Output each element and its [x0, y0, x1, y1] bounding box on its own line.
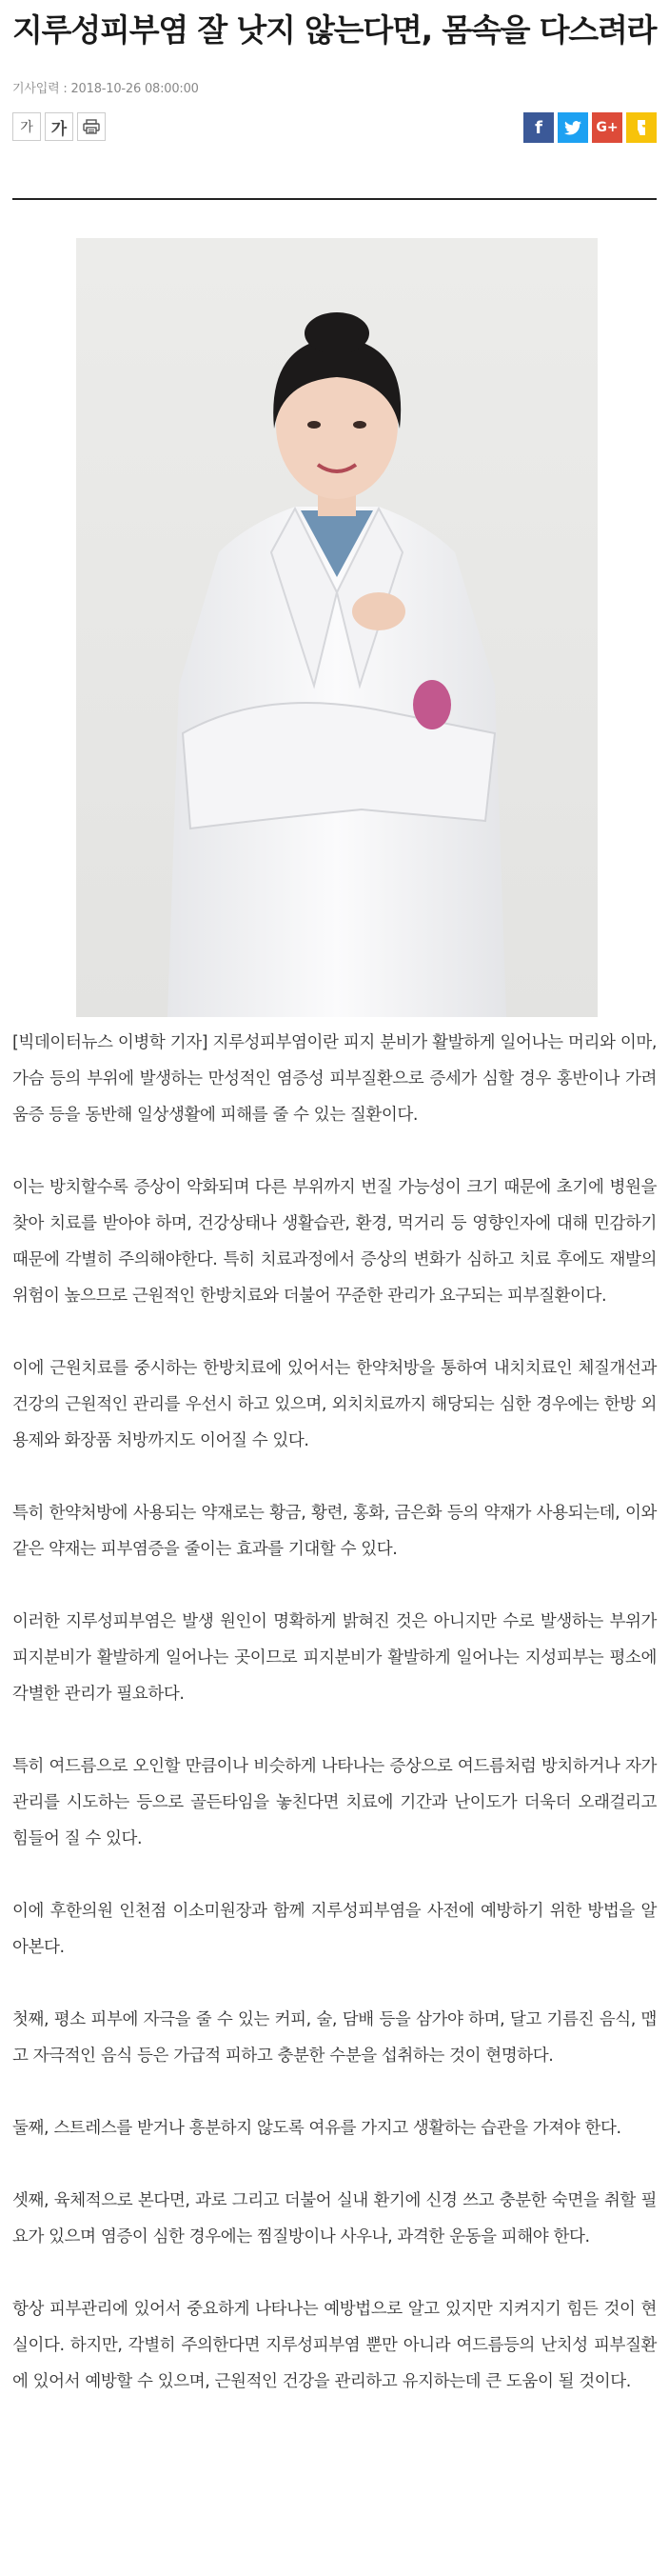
googleplus-icon: G+	[596, 120, 619, 135]
paragraph: 셋째, 육체적으로 본다면, 과로 그리고 더불어 실내 환기에 신경 쓰고 충분한 숙면을 취할 필요가 있으며 염증이 심한 경우에는 찜질방이나 사우나, 과격한 운동을 피해야 한다.	[12, 2191, 657, 2247]
doctor-illustration	[76, 238, 598, 1017]
publish-date: 기사입력 : 2018-10-26 08:00:00	[12, 82, 199, 96]
twitter-icon	[564, 121, 581, 135]
paragraph: 이러한 지루성피부염은 발생 원인이 명확하게 밝혀진 것은 아니지만 수로 발생하는 부위가 피지분비가 활발하게 일어나는 곳이므로 피지분비가 활발하게 일어나는 지성피부는 평소에 각별한 관리가 필요하다.	[12, 1612, 657, 1704]
paragraph: 항상 피부관리에 있어서 중요하게 나타나는 예방법으로 알고 있지만 지켜지기 힘든 것이 현실이다. 하지만, 각별히 주의한다면 지루성피부염 뿐만 아니라 여드름등의 난치성 피부질환에 있어서 예방할 수 있으며, 근원적인 건강을 관리하고 유지하는데 큰 도움이 될 것이다.	[12, 2300, 657, 2391]
article-tools	[12, 112, 109, 141]
paragraph: 특히 여드름으로 오인할 만큼이나 비슷하게 나타나는 증상으로 여드름처럼 방치하거나 자가관리를 시도하는 등으로 골든타임을 놓친다면 치료에 기간과 난이도가 더욱더 오래걸리고 힘들어 질 수 있다.	[12, 1757, 657, 1848]
title-divider	[12, 198, 657, 200]
font-increase-button[interactable]: 가	[45, 112, 73, 141]
paragraph: 특히 한약처방에 사용되는 약재로는 황금, 황련, 홍화, 금은화 등의 약재가 사용되는데, 이와같은 약재는 피부염증을 줄이는 효과를 기대할 수 있다.	[12, 1504, 657, 1559]
kakaostory-share-button[interactable]	[626, 112, 657, 143]
paragraph: 이에 근원치료를 중시하는 한방치료에 있어서는 한약처방을 통하여 내치치료인 체질개선과 건강의 근원적인 관리를 우선시 하고 있으며, 외치치료까지 해당되는 심한 경우에는 한방 외용제와 화장품 처방까지도 이어질 수 있다.	[12, 1359, 657, 1450]
paragraph: 첫째, 평소 피부에 자극을 줄 수 있는 커피, 술, 담배 등을 삼가야 하며, 달고 기름진 음식, 맵고 자극적인 음식 등은 가급적 피하고 충분한 수분을 섭취하는 것이 현명하다.	[12, 2010, 657, 2066]
share-buttons	[520, 112, 657, 143]
print-button[interactable]	[77, 112, 106, 141]
article-body	[12, 1025, 657, 2436]
facebook-icon: f	[535, 117, 542, 138]
paragraph: 이는 방치할수록 증상이 악화되며 다른 부위까지 번질 가능성이 크기 때문에 초기에 병원을 찾아 치료를 받아야 하며, 건강상태나 생활습관, 환경, 먹거리 등 영향인자에 대해 민감하기 때문에 각별히 주의해야한다. 특히 치료과정에서 증상의 변화가 심하고 치료 후에도 재발의 위험이 높으므로 근원적인 한방치료와 더불어 꾸준한 관리가 요구되는 피부질환이다.	[12, 1178, 657, 1306]
article-title: 지루성피부염 잘 낫지 않는다면, 몸속을 다스려라	[12, 11, 657, 49]
paragraph: [빅데이터뉴스 이병학 기자] 지루성피부염이란 피지 분비가 활발하게 일어나는 머리와 이마, 가슴 등의 부위에 발생하는 만성적인 염증성 피부질환으로 증세가 심할 경우 홍반이나 가려움증 등을 동반해 일상생활에 피해를 줄 수 있는 질환이다.	[12, 1033, 657, 1125]
googleplus-share-button[interactable]	[592, 112, 622, 143]
twitter-share-button[interactable]	[558, 112, 588, 143]
facebook-share-button[interactable]	[523, 112, 554, 143]
doctor-photo	[76, 238, 598, 1017]
print-icon	[83, 119, 100, 134]
paragraph: 이에 후한의원 인천점 이소미원장과 함께 지루성피부염을 사전에 예방하기 위한 방법을 알아본다.	[12, 1902, 657, 1957]
paragraph: 둘째, 스트레스를 받거나 흥분하지 않도록 여유를 가지고 생활하는 습관을 가져야 한다.	[12, 2119, 621, 2138]
kakaostory-icon	[636, 119, 647, 136]
font-decrease-button[interactable]: 가	[12, 112, 41, 141]
